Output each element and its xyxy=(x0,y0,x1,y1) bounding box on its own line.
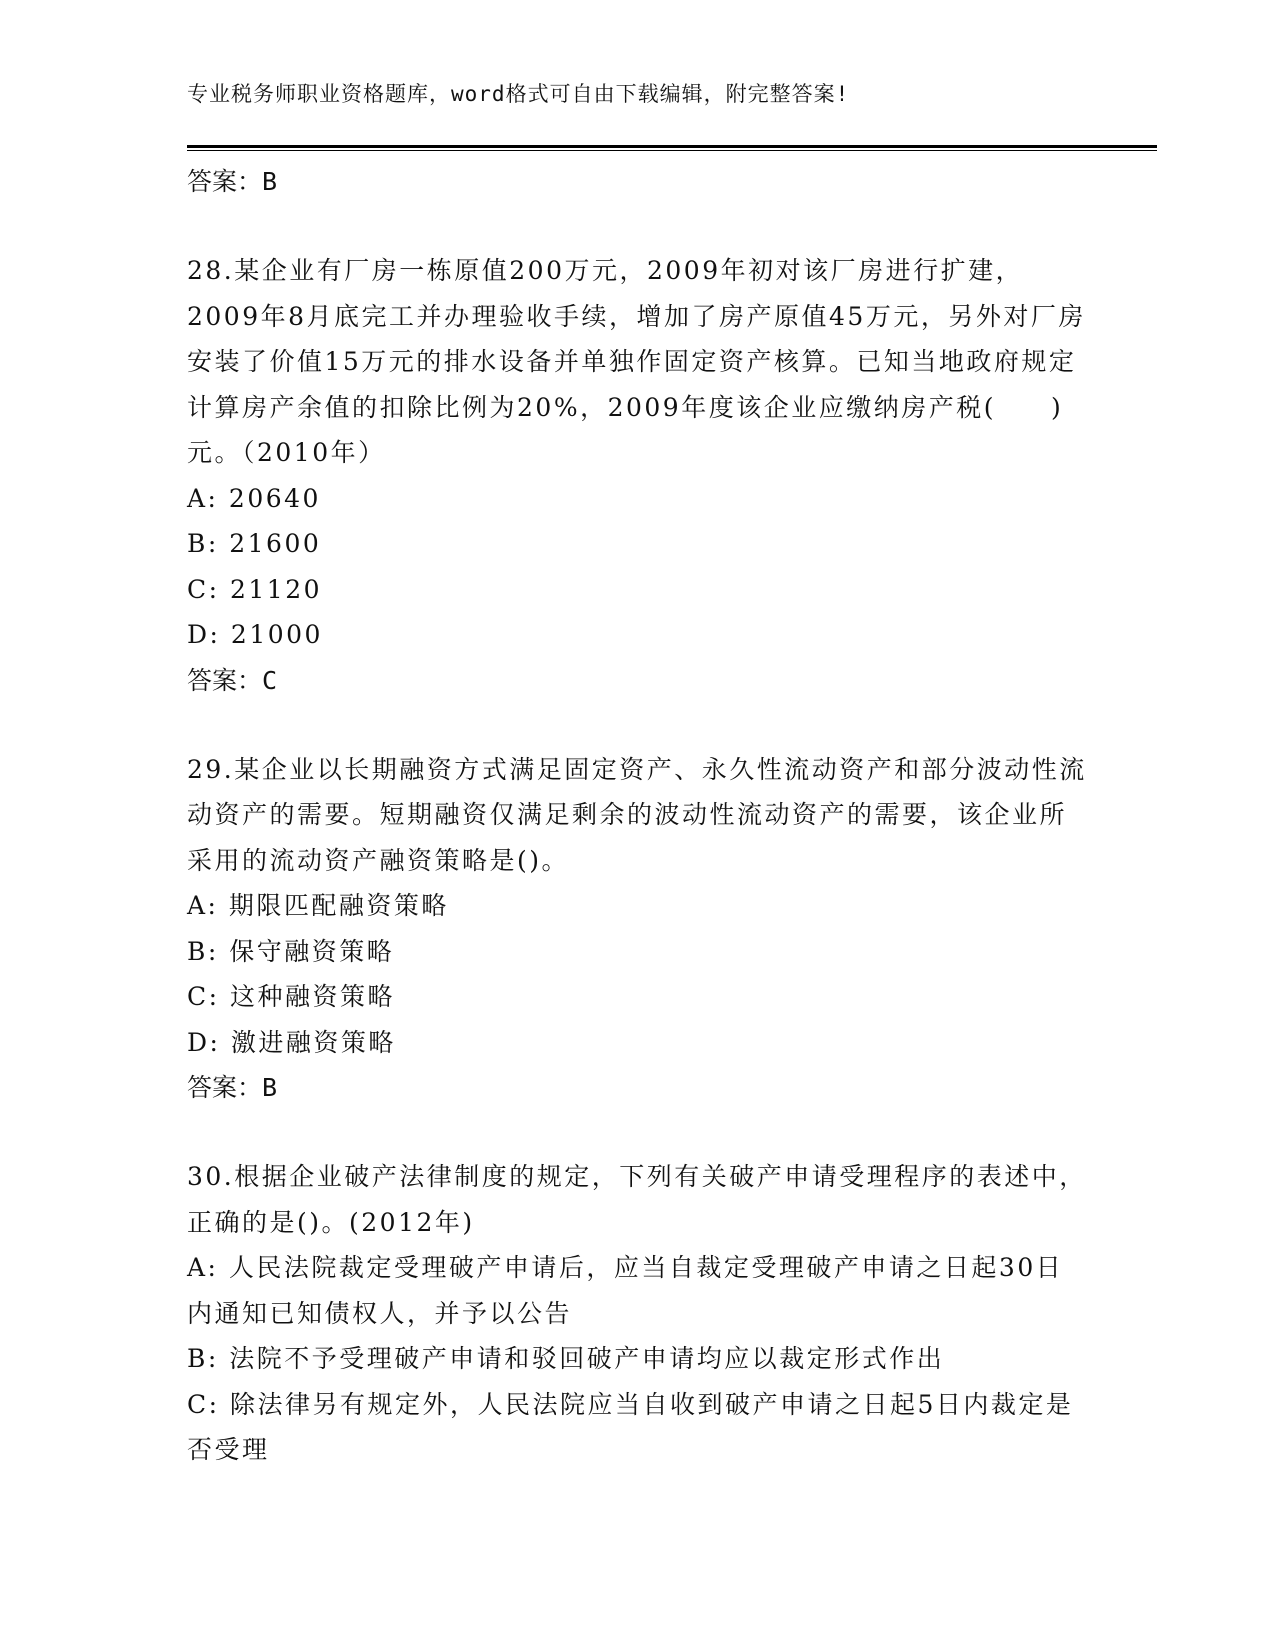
header-rule-thick xyxy=(187,145,1157,148)
option-a: A: 20640 xyxy=(187,483,321,513)
option-b: B: 保守融资策略 xyxy=(187,936,395,966)
header-rule-thin xyxy=(187,150,1157,151)
question-stem: 30.根据企业破产法律制度的规定，下列有关破产申请受理程序的表述中，正确的是()。(2012年) xyxy=(187,1162,1087,1237)
option-c: C: 21120 xyxy=(187,574,323,604)
page-header: 专业税务师职业资格题库，word格式可自由下载编辑，附完整答案! xyxy=(187,82,850,106)
option-b: B: 法院不予受理破产申请和驳回破产申请均应以裁定形式作出 xyxy=(187,1344,945,1373)
answer-line: 答案：B xyxy=(187,167,278,196)
answer-line: 答案：B xyxy=(187,1073,278,1102)
question-28 xyxy=(187,248,1087,703)
question-stem: 29.某企业以长期融资方式满足固定资产、永久性流动资产和部分波动性流动资产的需要。短期融资仅满足剩余的波动性流动资产的需要，该企业所采用的流动资产融资策略是()。 xyxy=(187,754,1087,875)
document-body xyxy=(187,160,1087,1473)
option-d: D: 21000 xyxy=(187,620,323,649)
option-a: A: 人民法院裁定受理破产申请后，应当自裁定受理破产申请之日起30日内通知已知债权人，并予以公告 xyxy=(187,1253,1064,1328)
question-stem: 28.某企业有厂房一栋原值200万元，2009年初对该厂房进行扩建，2009年8月底完工并办理验收手续，增加了房产原值45万元，另外对厂房安装了价值15万元的排水设备并单独作固定资产核算。已知当地政府规定计算房产余值的扣除比例为20%，2009年度该企业应缴纳房产税( )元。（2010年） xyxy=(187,256,1086,467)
option-d: D: 激进融资策略 xyxy=(187,1027,396,1057)
question-29 xyxy=(187,747,1087,1111)
option-a: A: 期限匹配融资策略 xyxy=(187,891,449,920)
question-30 xyxy=(187,1154,1087,1473)
answer-line: 答案：C xyxy=(187,665,278,695)
option-b: B: 21600 xyxy=(187,529,322,558)
option-c: C: 这种融资策略 xyxy=(187,982,395,1011)
option-c: C: 除法律另有规定外，人民法院应当自收到破产申请之日起5日内裁定是否受理 xyxy=(187,1389,1074,1464)
